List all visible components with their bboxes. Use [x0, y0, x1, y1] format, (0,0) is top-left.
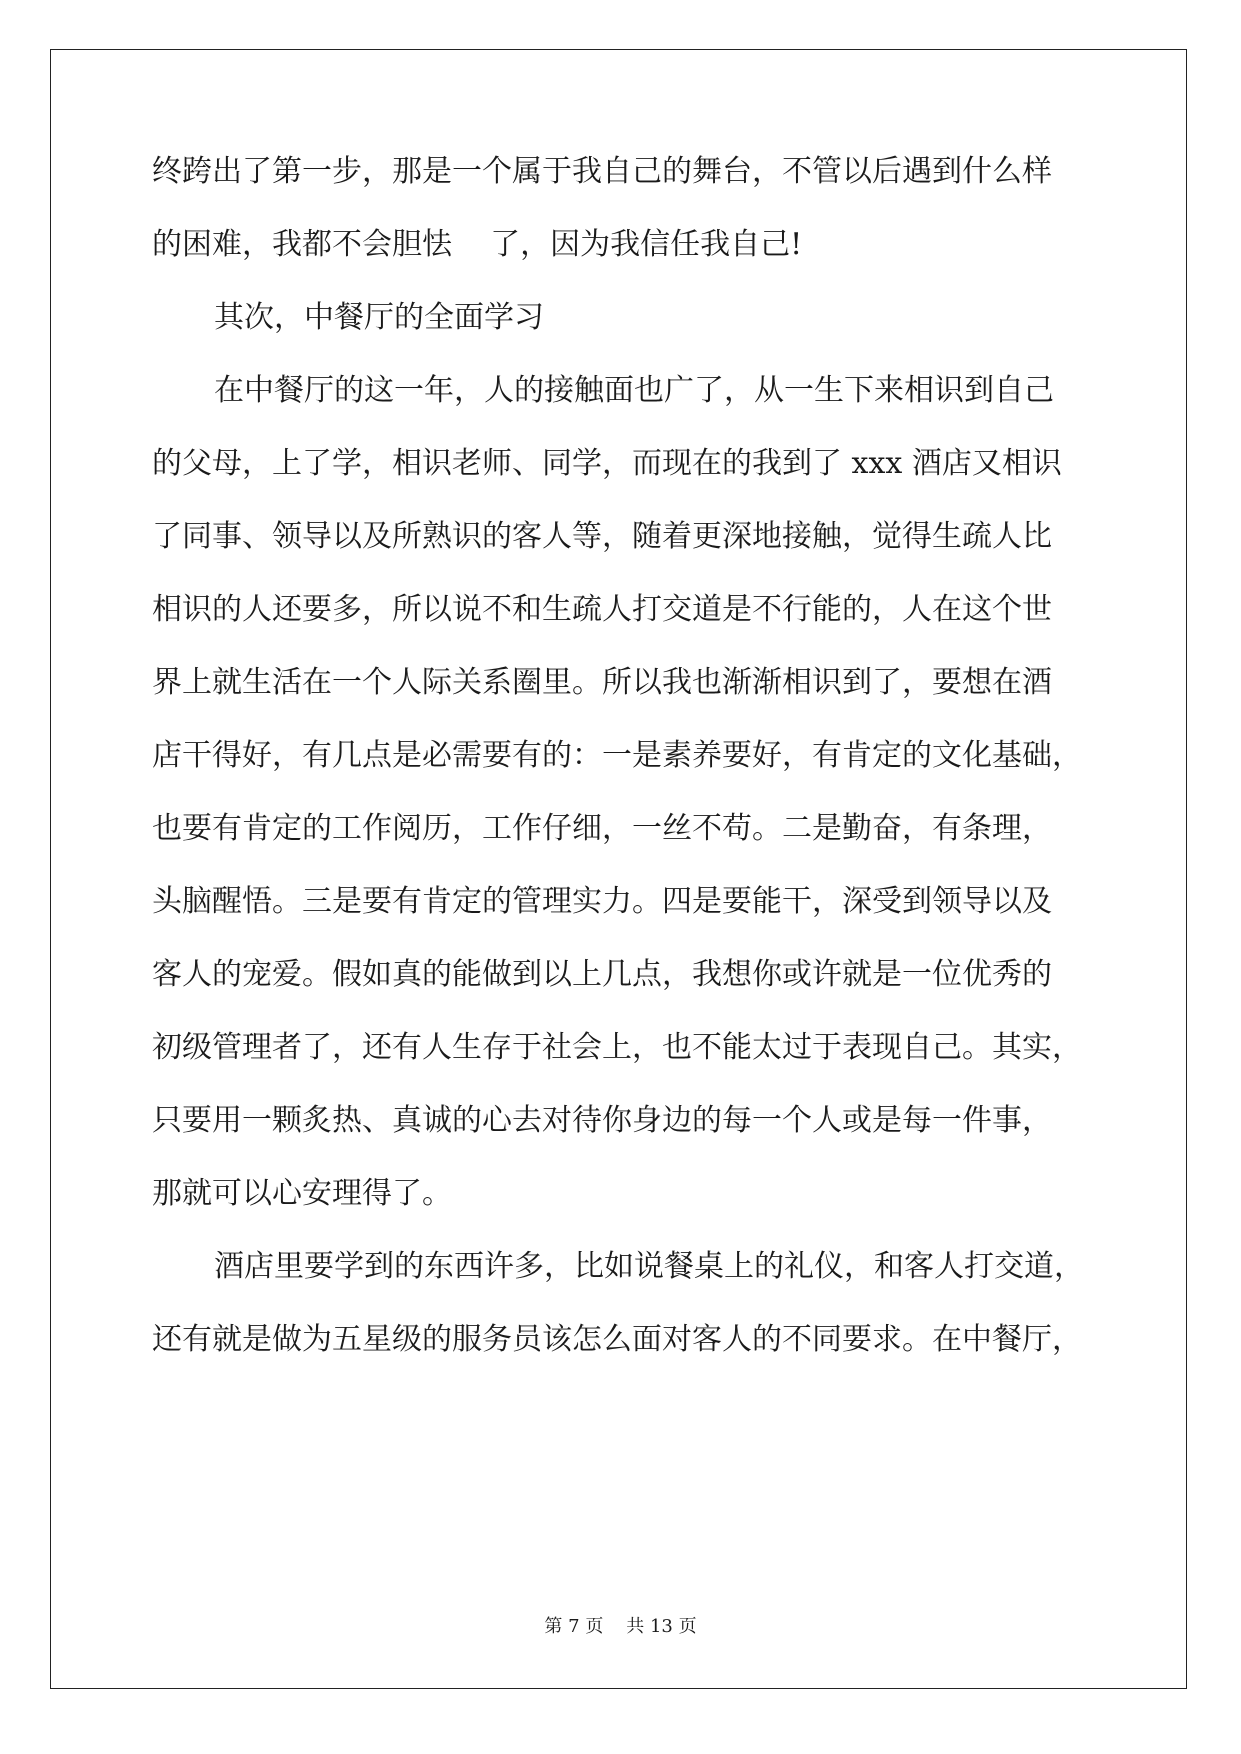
text-line: 界上就生活在一个人际关系圈里。所以我也渐渐相识到了，要想在酒 — [152, 665, 1052, 700]
text-line: 也要有肯定的工作阅历，工作仔细，一丝不苟。二是勤奋，有条理， — [152, 811, 1052, 846]
page-footer — [0, 1612, 1241, 1638]
text-line: 酒店里要学到的东西许多，比如说餐桌上的礼仪，和客人打交道， — [214, 1249, 1084, 1284]
text-line: 的父母，上了学，相识老师、同学，而现在的我到了 xxx 酒店又相识 — [152, 446, 1062, 481]
page-number: 第 7 页 — [544, 1616, 604, 1637]
text-line: 店干得好，有几点是必需要有的：一是素养要好，有肯定的文化基础， — [152, 738, 1082, 773]
text-line: 还有就是做为五星级的服务员该怎么面对客人的不同要求。在中餐厅， — [152, 1322, 1082, 1357]
text-line: 头脑醒悟。三是要有肯定的管理实力。四是要能干，深受到领导以及 — [152, 884, 1052, 919]
text-line: 终跨出了第一步，那是一个属于我自己的舞台，不管以后遇到什么样 — [152, 154, 1052, 189]
text-line: 初级管理者了，还有人生存于社会上，也不能太过于表现自己。其实， — [152, 1030, 1082, 1065]
text-line: 在中餐厅的这一年，人的接触面也广了，从一生下来相识到自己 — [214, 373, 1054, 408]
section-heading: 其次，中餐厅的全面学习 — [214, 300, 544, 335]
text-line: 只要用一颗炙热、真诚的心去对待你身边的每一个人或是每一件事， — [152, 1103, 1052, 1138]
page-total: 共 13 页 — [626, 1616, 697, 1637]
text-line: 客人的宠爱。假如真的能做到以上几点，我想你或许就是一位优秀的 — [152, 957, 1052, 992]
page-border — [50, 49, 1187, 1689]
text-line: 的困难，我都不会胆怯 了，因为我信任我自己! — [152, 227, 803, 262]
text-line: 相识的人还要多，所以说不和生疏人打交道是不行能的，人在这个世 — [152, 592, 1052, 627]
text-line: 那就可以心安理得了。 — [152, 1176, 452, 1211]
text-line: 了同事、领导以及所熟识的客人等，随着更深地接触，觉得生疏人比 — [152, 519, 1052, 554]
